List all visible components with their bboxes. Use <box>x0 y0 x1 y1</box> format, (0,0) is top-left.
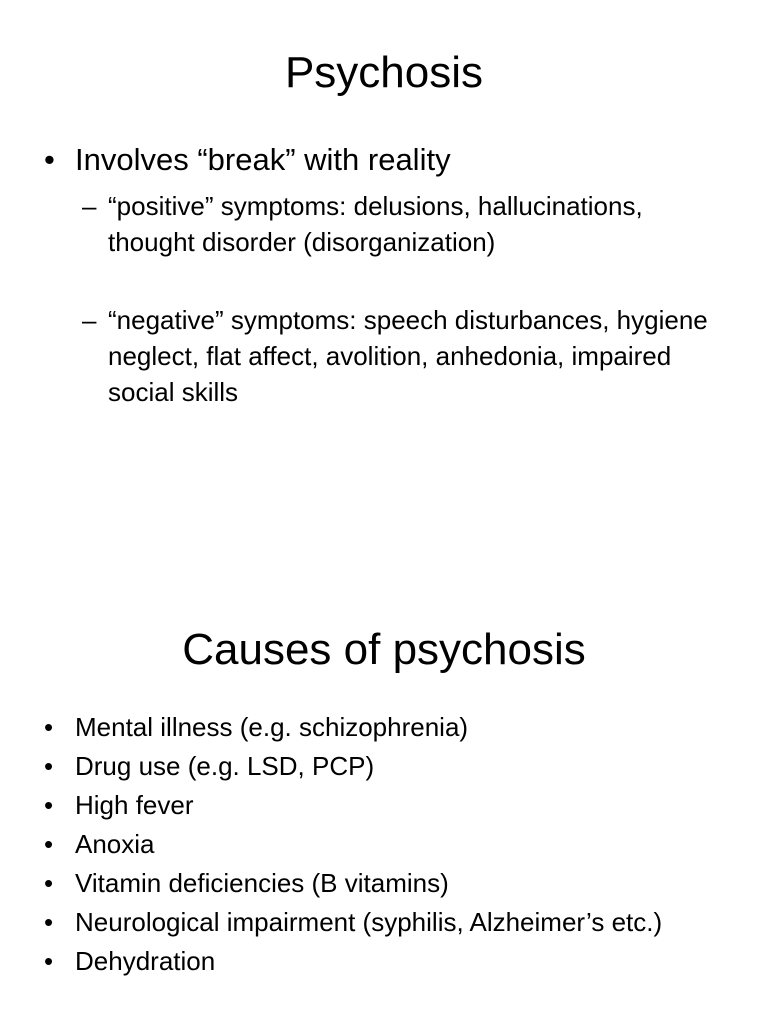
list-item <box>44 789 724 821</box>
bullet-marker: • <box>44 829 54 859</box>
slide-causes-of-psychosis <box>0 512 768 1024</box>
sub-bullet-text: “positive” symptoms: delusions, hallucinations, thought disorder (disorganization) <box>108 191 643 257</box>
list-item-text: Drug use (e.g. LSD, PCP) <box>75 751 375 781</box>
list-item-text: High fever <box>75 790 194 820</box>
dash-marker: – <box>82 191 97 221</box>
dash-marker: – <box>82 305 97 335</box>
bullet-marker: • <box>44 946 54 976</box>
bullet-item <box>44 142 451 178</box>
sub-bullet-item <box>82 188 722 260</box>
slide-title: Psychosis <box>284 48 484 97</box>
list-item <box>44 711 724 743</box>
list-item-text: Anoxia <box>75 829 155 859</box>
bullet-marker: • <box>44 907 54 937</box>
slide-title: Causes of psychosis <box>182 625 586 674</box>
bullet-marker: • <box>44 712 54 742</box>
bullet-marker: • <box>44 790 54 820</box>
list-item-text: Dehydration <box>75 946 216 976</box>
list-item-text: Vitamin deficiencies (B vitamins) <box>75 868 449 898</box>
bullet-marker: • <box>44 868 54 898</box>
bullet-text: Involves “break” with reality <box>75 142 451 177</box>
sub-bullet-item <box>82 302 722 410</box>
sub-bullet-text: “negative” symptoms: speech disturbances, hygiene neglect, flat affect, avolition, anhedonia, impaired social skills <box>108 305 708 407</box>
list-item <box>44 867 724 899</box>
bullet-marker: • <box>44 751 54 781</box>
list-item <box>44 828 724 860</box>
list-item <box>44 750 724 782</box>
bullet-marker: • <box>44 142 55 177</box>
list-item <box>44 906 724 938</box>
list-item-text: Neurological impairment (syphilis, Alzheimer’s etc.) <box>75 907 663 937</box>
causes-list <box>44 711 724 984</box>
list-item-text: Mental illness (e.g. schizophrenia) <box>75 712 469 742</box>
list-item <box>44 945 724 977</box>
